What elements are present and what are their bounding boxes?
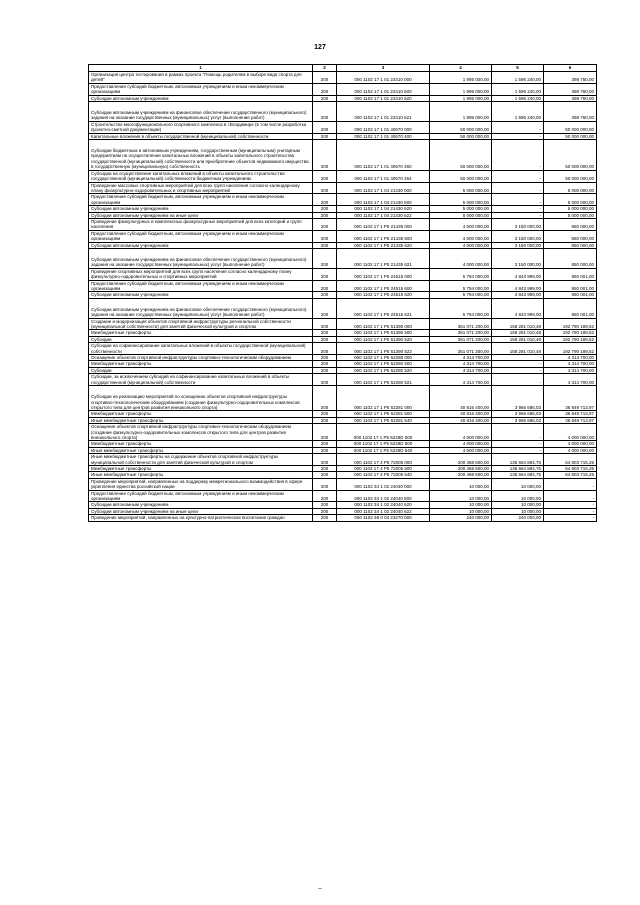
row-amount-executed-cell: 135 664 884,75 xyxy=(492,465,544,471)
row-amount-planned-cell: 1 995 000,00 xyxy=(430,83,492,95)
row-code-cell: 200 xyxy=(313,194,337,206)
row-name-cell: Субсидии xyxy=(89,367,313,373)
row-amount-executed-cell: 4 843 999,00 xyxy=(492,292,544,298)
table-row xyxy=(89,343,597,355)
row-classification-cell: 000 1102 17 1 Р5 51390 500 xyxy=(337,330,430,336)
row-amount-planned-cell: 4 000 000,00 xyxy=(430,447,492,453)
row-code-cell: 200 xyxy=(313,330,337,336)
row-amount-executed-cell: 240 000,00 xyxy=(492,515,544,521)
row-code-cell: 200 xyxy=(313,292,337,298)
row-classification-cell: 000 1102 34 1 02 24040 000 xyxy=(337,478,430,490)
row-name-cell: Субсидии на осуществление капитальных вложений в объекты капитального строительства государственной (муниципальной) собственности бюджетным учреждениям xyxy=(89,170,313,182)
row-code-cell: 200 xyxy=(313,447,337,453)
row-code-cell: 200 xyxy=(313,515,337,521)
row-code-cell: 200 xyxy=(313,248,337,268)
row-amount-executed-cell: - xyxy=(492,447,544,453)
row-amount-planned-cell: 10 000,00 xyxy=(430,478,492,490)
row-amount-remaining-cell: 4 000 000,00 xyxy=(544,447,597,453)
row-amount-executed-cell: 4 843 999,00 xyxy=(492,280,544,292)
row-name-cell: Межбюджетные трансферты xyxy=(89,361,313,367)
row-classification-cell: 000 1102 17 1 Р5 24515 621 xyxy=(337,298,430,318)
row-name-cell: Субсидии автономным учреждениям на иные цели xyxy=(89,212,313,218)
row-amount-remaining-cell: 4 000 000,00 xyxy=(544,424,597,441)
row-amount-planned-cell: 5 794 000,00 xyxy=(430,292,492,298)
row-code-cell: 200 xyxy=(313,424,337,441)
row-amount-executed-cell: 1 596 240,00 xyxy=(492,72,544,84)
column-header: 6 xyxy=(544,65,597,72)
row-amount-planned-cell: 4 314 700,00 xyxy=(430,367,492,373)
table-row xyxy=(89,280,597,292)
row-amount-executed-cell: 10 000,00 xyxy=(492,502,544,508)
row-classification-cell: 000 1102 17 1 Р5 52280 520 xyxy=(337,367,430,373)
row-amount-planned-cell: 4 000 000,00 xyxy=(430,424,492,441)
row-code-cell: 200 xyxy=(313,268,337,280)
row-classification-cell: 000 1102 17 1 Р5 21435 621 xyxy=(337,248,430,268)
row-code-cell: 200 xyxy=(313,490,337,502)
row-name-cell: Субсидии автономным учреждениям на финансовое обеспечение государственного (муниципального) задания на оказание государственных (муниципальных) услуг (выполнение работ) xyxy=(89,298,313,318)
row-code-cell: 200 xyxy=(313,242,337,248)
row-code-cell: 200 xyxy=(313,386,337,411)
row-amount-remaining-cell: 950 001,00 xyxy=(544,298,597,318)
row-name-cell: Проведение мероприятий, направленных на поддержку межрегионального взаимодействия в сфере укрепления единства российской нации xyxy=(89,478,313,490)
row-amount-executed-cell: 158 281 010,48 xyxy=(492,318,544,330)
row-amount-remaining-cell: 4 314 700,00 xyxy=(544,355,597,361)
row-amount-planned-cell: 4 314 700,00 xyxy=(430,355,492,361)
row-name-cell: Субсидии автономным учреждениям xyxy=(89,242,313,248)
row-name-cell: Субсидии бюджетным и автономным учреждениям, государственным (муниципальным) унитарным предприятиям на осуществление капитальных вложений в объекты капитального строительства государственной (муниципальной) собственности или приобретение объектов недвижимого имущества в государственную (муниципальную) собственность xyxy=(89,140,313,171)
row-amount-planned-cell: 40 816 400,00 xyxy=(430,411,492,417)
row-amount-planned-cell: 5 000 000,00 xyxy=(430,194,492,206)
row-code-cell: 200 xyxy=(313,170,337,182)
row-name-cell: Субсидии, за исключением субсидий на софинансирование капитальных вложений в объекты государственной (муниципальной) собственности xyxy=(89,374,313,386)
row-name-cell: Субсидии на реализацию мероприятий по оснащению объектов спортивной инфраструктуры спортивно-технологическим оборудованием (создание физкультурно-оздоровительных комплексов открытого типа для центров развития внешкольного спорта) xyxy=(89,386,313,411)
table-row xyxy=(89,248,597,268)
row-amount-planned-cell: 351 071 200,00 xyxy=(430,330,492,336)
row-classification-cell: 000 1102 17 1 Р5 52281 000 xyxy=(337,386,430,411)
row-amount-planned-cell: 50 000 000,00 xyxy=(430,140,492,171)
row-code-cell: 200 xyxy=(313,182,337,194)
row-amount-executed-cell: 3 150 000,00 xyxy=(492,242,544,248)
row-amount-remaining-cell: 850 000,00 xyxy=(544,218,597,230)
row-amount-planned-cell: 10 000,00 xyxy=(430,508,492,514)
row-amount-remaining-cell: 50 000 000,00 xyxy=(544,133,597,139)
row-amount-executed-cell: - xyxy=(492,424,544,441)
row-classification-cell: 000 1102 17 4 Р5 72005 000 xyxy=(337,454,430,466)
row-amount-planned-cell: 1 995 000,00 xyxy=(430,95,492,101)
row-amount-planned-cell: 1 995 000,00 xyxy=(430,72,492,84)
row-amount-remaining-cell: 192 790 189,52 xyxy=(544,336,597,342)
row-amount-planned-cell: 50 000 000,00 xyxy=(430,121,492,133)
row-amount-planned-cell: 4 000 000,00 xyxy=(430,218,492,230)
row-classification-cell: 000 1102 17 1 Р5 52281 500 xyxy=(337,411,430,417)
row-amount-remaining-cell: - xyxy=(544,478,597,490)
row-code-cell: 200 xyxy=(313,230,337,242)
row-name-cell: Субсидии автономным учреждениям на иные цели xyxy=(89,508,313,514)
table-header-row xyxy=(89,65,597,72)
row-amount-executed-cell: - xyxy=(492,367,544,373)
row-amount-executed-cell: 3 150 000,00 xyxy=(492,248,544,268)
row-name-cell: Проведение физкультурных и комплексных физкультурных мероприятий для всех категорий и групп населения xyxy=(89,218,313,230)
column-header: 5 xyxy=(492,65,544,72)
row-amount-planned-cell: 5 794 000,00 xyxy=(430,268,492,280)
row-amount-planned-cell: 40 816 400,00 xyxy=(430,386,492,411)
row-amount-remaining-cell: 36 849 713,97 xyxy=(544,411,597,417)
row-classification-cell: 000 1102 17 1 Р5 21435 620 xyxy=(337,242,430,248)
row-code-cell: 200 xyxy=(313,465,337,471)
table-row xyxy=(89,102,597,122)
table-row xyxy=(89,386,597,411)
row-amount-remaining-cell: - xyxy=(544,515,597,521)
row-name-cell: Субсидии автономным учреждениям на финансовое обеспечение государственного (муниципального) задания на оказание государственных (муниципальных) услуг (выполнение работ) xyxy=(89,248,313,268)
row-amount-executed-cell: 3 966 686,03 xyxy=(492,411,544,417)
row-classification-cell: 000 1102 17 1 01 23410 000 xyxy=(337,72,430,84)
row-amount-remaining-cell: 398 760,00 xyxy=(544,102,597,122)
row-amount-planned-cell: 351 071 200,00 xyxy=(430,318,492,330)
table-row xyxy=(89,182,597,194)
row-amount-planned-cell: 5 000 000,00 xyxy=(430,206,492,212)
row-amount-remaining-cell: 398 760,00 xyxy=(544,83,597,95)
row-classification-cell: 000 1102 17 1 Р5 52280 000 xyxy=(337,355,430,361)
row-amount-planned-cell: 50 000 000,00 xyxy=(430,170,492,182)
row-code-cell: 200 xyxy=(313,133,337,139)
row-classification-cell: 000 1102 17 1 01 40670 464 xyxy=(337,170,430,182)
row-amount-remaining-cell: - xyxy=(544,502,597,508)
row-classification-cell: 000 1102 17 1 01 23410 621 xyxy=(337,102,430,122)
row-amount-remaining-cell: 950 001,00 xyxy=(544,280,597,292)
row-classification-cell: 000 1102 17 1 Р5 21435 600 xyxy=(337,230,430,242)
row-amount-planned-cell: 4 314 700,00 xyxy=(430,361,492,367)
row-amount-remaining-cell: 5 000 000,00 xyxy=(544,194,597,206)
row-name-cell: Строительство многофункционального спортивного комплекса в г.Владимире (в том числе разработка проектно-сметной документации) xyxy=(89,121,313,133)
row-amount-remaining-cell: 5 000 000,00 xyxy=(544,206,597,212)
row-amount-remaining-cell: 5 000 000,00 xyxy=(544,212,597,218)
row-amount-remaining-cell: 950 001,00 xyxy=(544,268,597,280)
row-code-cell: 200 xyxy=(313,367,337,373)
row-code-cell: 200 xyxy=(313,361,337,367)
row-classification-cell: 000 1102 17 1 Р5 5228D 540 xyxy=(337,447,430,453)
column-header: 2 xyxy=(313,65,337,72)
row-amount-remaining-cell: 36 849 713,97 xyxy=(544,417,597,423)
row-amount-planned-cell: 50 000 000,00 xyxy=(430,133,492,139)
row-classification-cell: 000 1102 17 1 04 21430 620 xyxy=(337,206,430,212)
row-code-cell: 200 xyxy=(313,121,337,133)
row-amount-planned-cell: 4 000 000,00 xyxy=(430,248,492,268)
row-amount-executed-cell: 135 664 884,75 xyxy=(492,454,544,466)
column-header: 1 xyxy=(89,65,313,72)
row-amount-executed-cell: - xyxy=(492,133,544,139)
row-classification-cell: 000 1102 17 1 01 23410 620 xyxy=(337,95,430,101)
row-name-cell: Субсидии автономным учреждениям xyxy=(89,206,313,212)
row-name-cell: Субсидии автономным учреждениям xyxy=(89,292,313,298)
row-classification-cell: 000 1102 17 1 Р5 51390 522 xyxy=(337,343,430,355)
row-amount-executed-cell: - xyxy=(492,182,544,194)
row-amount-executed-cell: 135 664 884,75 xyxy=(492,472,544,478)
row-amount-executed-cell: - xyxy=(492,121,544,133)
row-name-cell: Капитальные вложения в объекты государственной (муниципальной) собственности xyxy=(89,133,313,139)
row-amount-executed-cell: 4 843 999,00 xyxy=(492,268,544,280)
row-amount-remaining-cell: 50 000 000,00 xyxy=(544,140,597,171)
row-amount-executed-cell: 1 596 240,00 xyxy=(492,102,544,122)
table-row xyxy=(89,170,597,182)
column-header: 4 xyxy=(430,65,492,72)
row-amount-planned-cell: 351 071 200,00 xyxy=(430,336,492,342)
row-amount-executed-cell: - xyxy=(492,441,544,447)
row-amount-remaining-cell: 398 760,00 xyxy=(544,72,597,84)
row-name-cell: Иные межбюджетные трансферты xyxy=(89,472,313,478)
row-code-cell: 200 xyxy=(313,280,337,292)
page-number: 127 xyxy=(314,44,326,51)
row-code-cell: 200 xyxy=(313,508,337,514)
row-name-cell: Оснащение объектов спортивной инфраструктуры спортивно-технологическим оборудованием (создание физкультурно-оздоровительных комплексов открытого типа для центров развития внешкольного спорта) xyxy=(89,424,313,441)
column-header: 3 xyxy=(337,65,430,72)
row-code-cell: 200 xyxy=(313,411,337,417)
table-row xyxy=(89,374,597,386)
row-amount-planned-cell: 4 000 000,00 xyxy=(430,441,492,447)
row-amount-planned-cell: 200 468 600,00 xyxy=(430,465,492,471)
row-name-cell: Предоставление субсидий бюджетным, автономным учреждениям и иным некоммерческим организациям xyxy=(89,490,313,502)
row-amount-remaining-cell: 50 000 000,00 xyxy=(544,121,597,133)
row-amount-remaining-cell: 4 314 700,00 xyxy=(544,361,597,367)
row-amount-executed-cell: - xyxy=(492,206,544,212)
row-amount-executed-cell: 158 281 010,48 xyxy=(492,343,544,355)
row-classification-cell: 000 1102 17 1 Р5 5228D 000 xyxy=(337,424,430,441)
row-name-cell: Межбюджетные трансферты xyxy=(89,465,313,471)
table-row xyxy=(89,83,597,95)
row-code-cell: 200 xyxy=(313,478,337,490)
row-name-cell: Предоставление субсидий бюджетным, автономным учреждениям и иным некоммерческим организациям xyxy=(89,230,313,242)
row-amount-planned-cell: 1 995 000,00 xyxy=(430,102,492,122)
row-amount-executed-cell: - xyxy=(492,374,544,386)
row-classification-cell: 000 1102 17 1 04 21430 000 xyxy=(337,182,430,194)
row-code-cell: 200 xyxy=(313,218,337,230)
row-amount-executed-cell: 10 000,00 xyxy=(492,478,544,490)
row-classification-cell: 000 1102 17 1 Р5 24515 600 xyxy=(337,280,430,292)
row-amount-executed-cell: 3 966 686,03 xyxy=(492,386,544,411)
row-code-cell: 200 xyxy=(313,454,337,466)
row-classification-cell: 000 1102 17 1 01 23410 600 xyxy=(337,83,430,95)
row-classification-cell: 000 1102 17 4 Р5 72005 500 xyxy=(337,465,430,471)
row-name-cell: Проведение мероприятий, направленных на культурно-патриотическое воспитание граждан xyxy=(89,515,313,521)
row-amount-planned-cell: 200 468 600,00 xyxy=(430,454,492,466)
row-name-cell: Иные межбюджетные трансферты xyxy=(89,447,313,453)
row-classification-cell: 000 1102 17 1 01 40670 000 xyxy=(337,121,430,133)
row-name-cell: Межбюджетные трансферты xyxy=(89,411,313,417)
row-amount-executed-cell: 1 596 240,00 xyxy=(492,95,544,101)
row-classification-cell: 000 1102 17 1 Р5 5228D 500 xyxy=(337,441,430,447)
scan-mark xyxy=(318,888,322,889)
row-amount-remaining-cell: 4 314 700,00 xyxy=(544,374,597,386)
row-code-cell: 200 xyxy=(313,318,337,330)
row-code-cell: 200 xyxy=(313,441,337,447)
row-classification-cell: 000 1102 34 1 02 24040 600 xyxy=(337,490,430,502)
row-amount-executed-cell: 158 281 010,48 xyxy=(492,330,544,336)
row-name-cell: Оснащение объектов спортивной инфраструктуры спортивно-технологическим оборудованием xyxy=(89,355,313,361)
row-code-cell: 200 xyxy=(313,102,337,122)
table-row xyxy=(89,515,597,521)
row-amount-executed-cell: - xyxy=(492,361,544,367)
row-name-cell: Межбюджетные трансферты xyxy=(89,330,313,336)
row-classification-cell: 000 1102 17 1 Р5 51390 520 xyxy=(337,336,430,342)
row-name-cell: Предоставление субсидий бюджетным, автономным учреждениям и иным некоммерческим организациям xyxy=(89,280,313,292)
row-code-cell: 200 xyxy=(313,417,337,423)
table-row xyxy=(89,424,597,441)
row-amount-executed-cell: 10 000,00 xyxy=(492,508,544,514)
row-amount-executed-cell: 1 596 240,00 xyxy=(492,83,544,95)
row-name-cell: Субсидии xyxy=(89,336,313,342)
row-amount-executed-cell: 10 000,00 xyxy=(492,490,544,502)
budget-table xyxy=(88,64,597,522)
row-amount-remaining-cell: 850 000,00 xyxy=(544,242,597,248)
row-classification-cell: 000 1102 34 1 02 24040 622 xyxy=(337,508,430,514)
row-code-cell: 200 xyxy=(313,502,337,508)
row-amount-remaining-cell: - xyxy=(544,508,597,514)
row-classification-cell: 000 1102 17 4 Р5 72005 540 xyxy=(337,472,430,478)
row-classification-cell: 000 1102 17 1 04 21430 600 xyxy=(337,194,430,206)
table-row xyxy=(89,454,597,466)
table-row xyxy=(89,230,597,242)
row-amount-remaining-cell: 4 314 700,00 xyxy=(544,367,597,373)
row-amount-executed-cell: 4 843 999,00 xyxy=(492,298,544,318)
row-amount-planned-cell: 5 794 000,00 xyxy=(430,298,492,318)
row-classification-cell: 000 1102 17 1 Р5 52280 500 xyxy=(337,361,430,367)
row-amount-planned-cell: 240 000,00 xyxy=(430,515,492,521)
row-code-cell: 200 xyxy=(313,298,337,318)
row-classification-cell: 000 1102 17 1 04 21430 622 xyxy=(337,212,430,218)
row-code-cell: 200 xyxy=(313,212,337,218)
row-classification-cell: 000 1102 17 1 Р5 52281 540 xyxy=(337,417,430,423)
row-amount-executed-cell: 3 150 000,00 xyxy=(492,230,544,242)
row-amount-remaining-cell: 950 001,00 xyxy=(544,292,597,298)
row-amount-executed-cell: - xyxy=(492,140,544,171)
table-row xyxy=(89,140,597,171)
table-row xyxy=(89,478,597,490)
row-amount-planned-cell: 4 000 000,00 xyxy=(430,242,492,248)
row-name-cell: Предоставление субсидий бюджетным, автономным учреждениям и иным некоммерческим организациям xyxy=(89,194,313,206)
row-amount-remaining-cell: 64 803 715,25 xyxy=(544,472,597,478)
row-code-cell: 200 xyxy=(313,206,337,212)
row-amount-planned-cell: 10 000,00 xyxy=(430,490,492,502)
row-amount-remaining-cell: 4 000 000,00 xyxy=(544,441,597,447)
table-row xyxy=(89,490,597,502)
row-name-cell: Субсидии автономным учреждениям на финансовое обеспечение государственного (муниципального) задания на оказание государственных (муниципальных) услуг (выполнение работ) xyxy=(89,102,313,122)
row-classification-cell: 000 1102 17 1 Р5 24515 000 xyxy=(337,268,430,280)
row-classification-cell: 000 1102 38 0 04 23270 000 xyxy=(337,515,430,521)
row-code-cell: 200 xyxy=(313,355,337,361)
row-name-cell: Проведение массовых спортивных мероприятий для всех групп населения согласно календарному плану физкультурно-оздоровительных и спортивных мероприятий xyxy=(89,182,313,194)
row-code-cell: 200 xyxy=(313,336,337,342)
row-classification-cell: 000 1102 17 1 Р5 21435 000 xyxy=(337,218,430,230)
row-amount-remaining-cell: 192 790 189,52 xyxy=(544,330,597,336)
row-amount-planned-cell: 5 794 000,00 xyxy=(430,280,492,292)
table-row xyxy=(89,72,597,84)
row-amount-executed-cell: 3 966 686,03 xyxy=(492,417,544,423)
row-amount-remaining-cell: 64 803 715,25 xyxy=(544,465,597,471)
row-classification-cell: 000 1102 17 1 Р5 52280 521 xyxy=(337,374,430,386)
row-amount-planned-cell: 5 000 000,00 xyxy=(430,212,492,218)
row-name-cell: Предоставление субсидий бюджетным, автономным учреждениям и иным некоммерческим организациям xyxy=(89,83,313,95)
row-amount-planned-cell: 200 468 600,00 xyxy=(430,472,492,478)
row-amount-executed-cell: - xyxy=(492,194,544,206)
row-amount-executed-cell: 158 281 010,48 xyxy=(492,336,544,342)
row-amount-remaining-cell: 50 000 000,00 xyxy=(544,170,597,182)
row-amount-remaining-cell: 36 849 713,97 xyxy=(544,386,597,411)
table-row xyxy=(89,218,597,230)
row-code-cell: 200 xyxy=(313,343,337,355)
row-code-cell: 200 xyxy=(313,374,337,386)
row-amount-remaining-cell: 192 790 189,52 xyxy=(544,318,597,330)
row-amount-planned-cell: 351 071 200,00 xyxy=(430,343,492,355)
row-amount-planned-cell: 10 000,00 xyxy=(430,502,492,508)
table-row xyxy=(89,298,597,318)
row-code-cell: 200 xyxy=(313,140,337,171)
row-name-cell: Организация центра тестирования в рамках проекта "Помощь родителям в выборе вида спорта для детей" xyxy=(89,72,313,84)
row-amount-remaining-cell: 192 790 189,52 xyxy=(544,343,597,355)
row-amount-remaining-cell: 850 000,00 xyxy=(544,248,597,268)
row-amount-executed-cell: - xyxy=(492,212,544,218)
row-amount-remaining-cell: - xyxy=(544,490,597,502)
row-amount-remaining-cell: 64 803 715,25 xyxy=(544,454,597,466)
row-classification-cell: 000 1102 17 1 Р5 24515 620 xyxy=(337,292,430,298)
row-code-cell: 200 xyxy=(313,72,337,84)
row-amount-remaining-cell: 5 000 000,00 xyxy=(544,182,597,194)
table-row xyxy=(89,268,597,280)
row-amount-remaining-cell: 398 760,00 xyxy=(544,95,597,101)
row-name-cell: Субсидии на софинансирование капитальных вложений в объекты государственной (муниципальной) собственности xyxy=(89,343,313,355)
row-name-cell: Субсидии автономным учреждениям xyxy=(89,502,313,508)
row-amount-planned-cell: 5 000 000,00 xyxy=(430,182,492,194)
row-amount-executed-cell: - xyxy=(492,355,544,361)
row-classification-cell: 000 1102 17 1 01 40670 460 xyxy=(337,140,430,171)
row-amount-planned-cell: 4 314 700,00 xyxy=(430,374,492,386)
row-name-cell: Межбюджетные трансферты xyxy=(89,441,313,447)
table-row xyxy=(89,194,597,206)
row-name-cell: Создание и модернизация объектов спортивной инфраструктуры региональной собственности (муниципальной собственности) для занятий физической культурой и спортом xyxy=(89,318,313,330)
table-row xyxy=(89,121,597,133)
row-code-cell: 200 xyxy=(313,83,337,95)
row-amount-remaining-cell: 850 000,00 xyxy=(544,230,597,242)
row-name-cell: Проведение спортивных мероприятий для всех групп населения согласно календарному плану физкультурно-оздоровительных и спортивных мероприятий xyxy=(89,268,313,280)
row-classification-cell: 000 1102 17 1 Р5 51390 000 xyxy=(337,318,430,330)
row-name-cell: Иные межбюджетные трансферты на содержание объектов спортивной инфраструктуры муниципальной собственности для занятий физической культурой и спортом xyxy=(89,454,313,466)
row-amount-planned-cell: 4 000 000,00 xyxy=(430,230,492,242)
table-body xyxy=(89,72,597,522)
row-name-cell: Субсидии автономным учреждениям xyxy=(89,95,313,101)
row-amount-executed-cell: - xyxy=(492,170,544,182)
row-amount-executed-cell: 3 150 000,00 xyxy=(492,218,544,230)
row-classification-cell: 000 1102 17 1 01 40670 400 xyxy=(337,133,430,139)
table-row xyxy=(89,318,597,330)
row-code-cell: 200 xyxy=(313,472,337,478)
row-name-cell: Иные межбюджетные трансферты xyxy=(89,417,313,423)
row-amount-planned-cell: 40 816 400,00 xyxy=(430,417,492,423)
row-code-cell: 200 xyxy=(313,95,337,101)
row-classification-cell: 000 1102 34 1 02 24040 620 xyxy=(337,502,430,508)
